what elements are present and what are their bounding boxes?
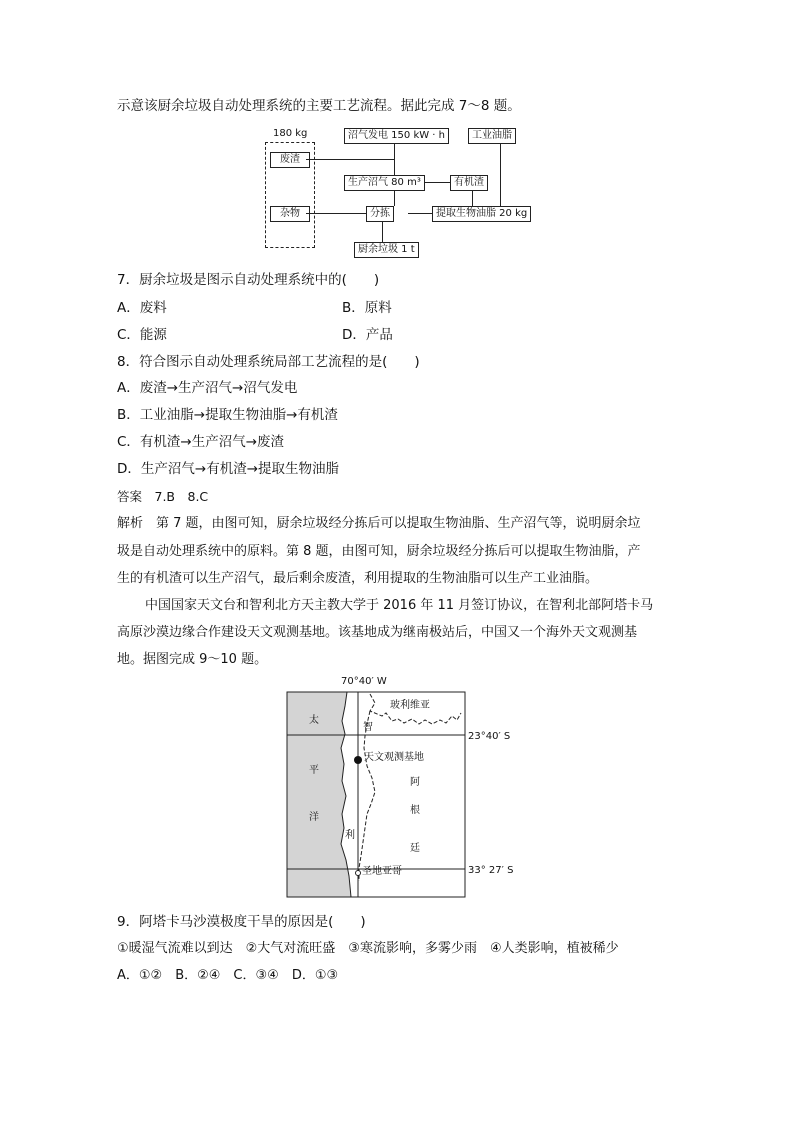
q7-option-a: A．废料 — [117, 300, 167, 316]
q7-option-c: C．能源 — [117, 327, 167, 343]
q8-stem: 8．符合图示自动处理系统局部工艺流程的是( ) — [117, 354, 420, 370]
analysis-line-3: 生的有机渣可以生产沼气，最后剩余废渣，利用提取的生物油脂可以生产工业油脂。 — [117, 571, 599, 586]
latitude-top-label: 23°40′ S — [468, 731, 511, 742]
connector — [408, 213, 432, 214]
q9-options: ①暖湿气流难以到达 ②大气对流旺盛 ③寒流影响，多雾少雨 ④人类影响，植被稀少 — [117, 941, 619, 956]
biogas-power-box: 沼气发电 150 kW · h — [344, 128, 449, 144]
debris-box: 杂物 — [270, 206, 310, 222]
passage-line-2: 高原沙漠边缘合作建设天文观测基地。该基地成为继南极站后，中国又一个海外天文观测基 — [117, 625, 638, 640]
ocean-char-1: 太 — [309, 715, 319, 726]
connector — [306, 159, 394, 160]
argentina-char-2: 根 — [410, 805, 420, 816]
passage-line-1: 中国国家天文台和智利北方天主教大学于 2016 年 11 月签订协议，在智利北部阿塔卡马 — [145, 598, 654, 613]
connector — [382, 221, 383, 242]
process-flow-diagram — [260, 124, 540, 260]
argentina-char-1: 阿 — [410, 777, 420, 788]
connector — [394, 191, 395, 206]
connector — [424, 182, 450, 183]
answer-line: 答案 7.B 8.C — [117, 489, 209, 504]
observatory-base-label: 天文观测基地 — [364, 752, 424, 763]
q8-option-d: D．生产沼气→有机渣→提取生物油脂 — [117, 461, 340, 477]
ocean-char-2: 平 — [309, 765, 319, 776]
q8-option-c: C．有机渣→生产沼气→废渣 — [117, 434, 285, 450]
bolivia-label: 玻利维亚 — [390, 700, 430, 711]
q7-option-d: D．产品 — [342, 327, 393, 343]
connector — [306, 213, 366, 214]
ocean-char-3: 洋 — [309, 812, 319, 823]
waste-slag-box: 废渣 — [270, 152, 310, 168]
q7-stem: 7．厨余垃圾是图示自动处理系统中的( ) — [117, 272, 380, 288]
argentina-char-3: 廷 — [410, 843, 420, 854]
weight-label: 180 kg — [273, 128, 308, 139]
santiago-label: 圣地亚哥 — [362, 866, 402, 877]
connector — [500, 144, 501, 206]
q7-option-b: B．原料 — [342, 300, 392, 316]
connector — [472, 190, 473, 206]
longitude-label: 70°40′ W — [341, 676, 387, 687]
organic-residue-box: 有机渣 — [450, 175, 488, 191]
chile-char-1: 智 — [363, 722, 373, 733]
q8-option-a: A．废渣→生产沼气→沼气发电 — [117, 380, 298, 396]
passage-line-3: 地。据图完成 9～10 题。 — [117, 652, 268, 667]
atacama-map — [285, 676, 485, 901]
q8-option-b: B．工业油脂→提取生物油脂→有机渣 — [117, 407, 338, 423]
kitchen-waste-box: 厨余垃圾 1 t — [354, 242, 419, 258]
sorting-box: 分拣 — [366, 206, 394, 222]
connector — [394, 144, 395, 175]
latitude-bottom-label: 33° 27′ S — [468, 865, 514, 876]
intro-line: 示意该厨余垃圾自动处理系统的主要工艺流程。据此完成 7～8 题。 — [117, 98, 521, 114]
q9-choices: A．①② B．②④ C．③④ D．①③ — [117, 968, 339, 983]
q9-stem: 9．阿塔卡马沙漠极度干旱的原因是( ) — [117, 914, 366, 930]
chile-char-2: 利 — [345, 830, 355, 841]
industrial-grease-box: 工业油脂 — [468, 128, 516, 144]
produce-biogas-box: 生产沼气 80 m³ — [344, 175, 425, 191]
analysis-line-1: 解析 第 7 题，由图可知，厨余垃圾经分拣后可以提取生物油脂、生产沼气等，说明厨余垃 — [117, 516, 641, 531]
analysis-line-2: 圾是自动处理系统中的原料。第 8 题，由图可知，厨余垃圾经分拣后可以提取生物油脂，产 — [117, 544, 641, 559]
extract-grease-box: 提取生物油脂 20 kg — [432, 206, 531, 222]
